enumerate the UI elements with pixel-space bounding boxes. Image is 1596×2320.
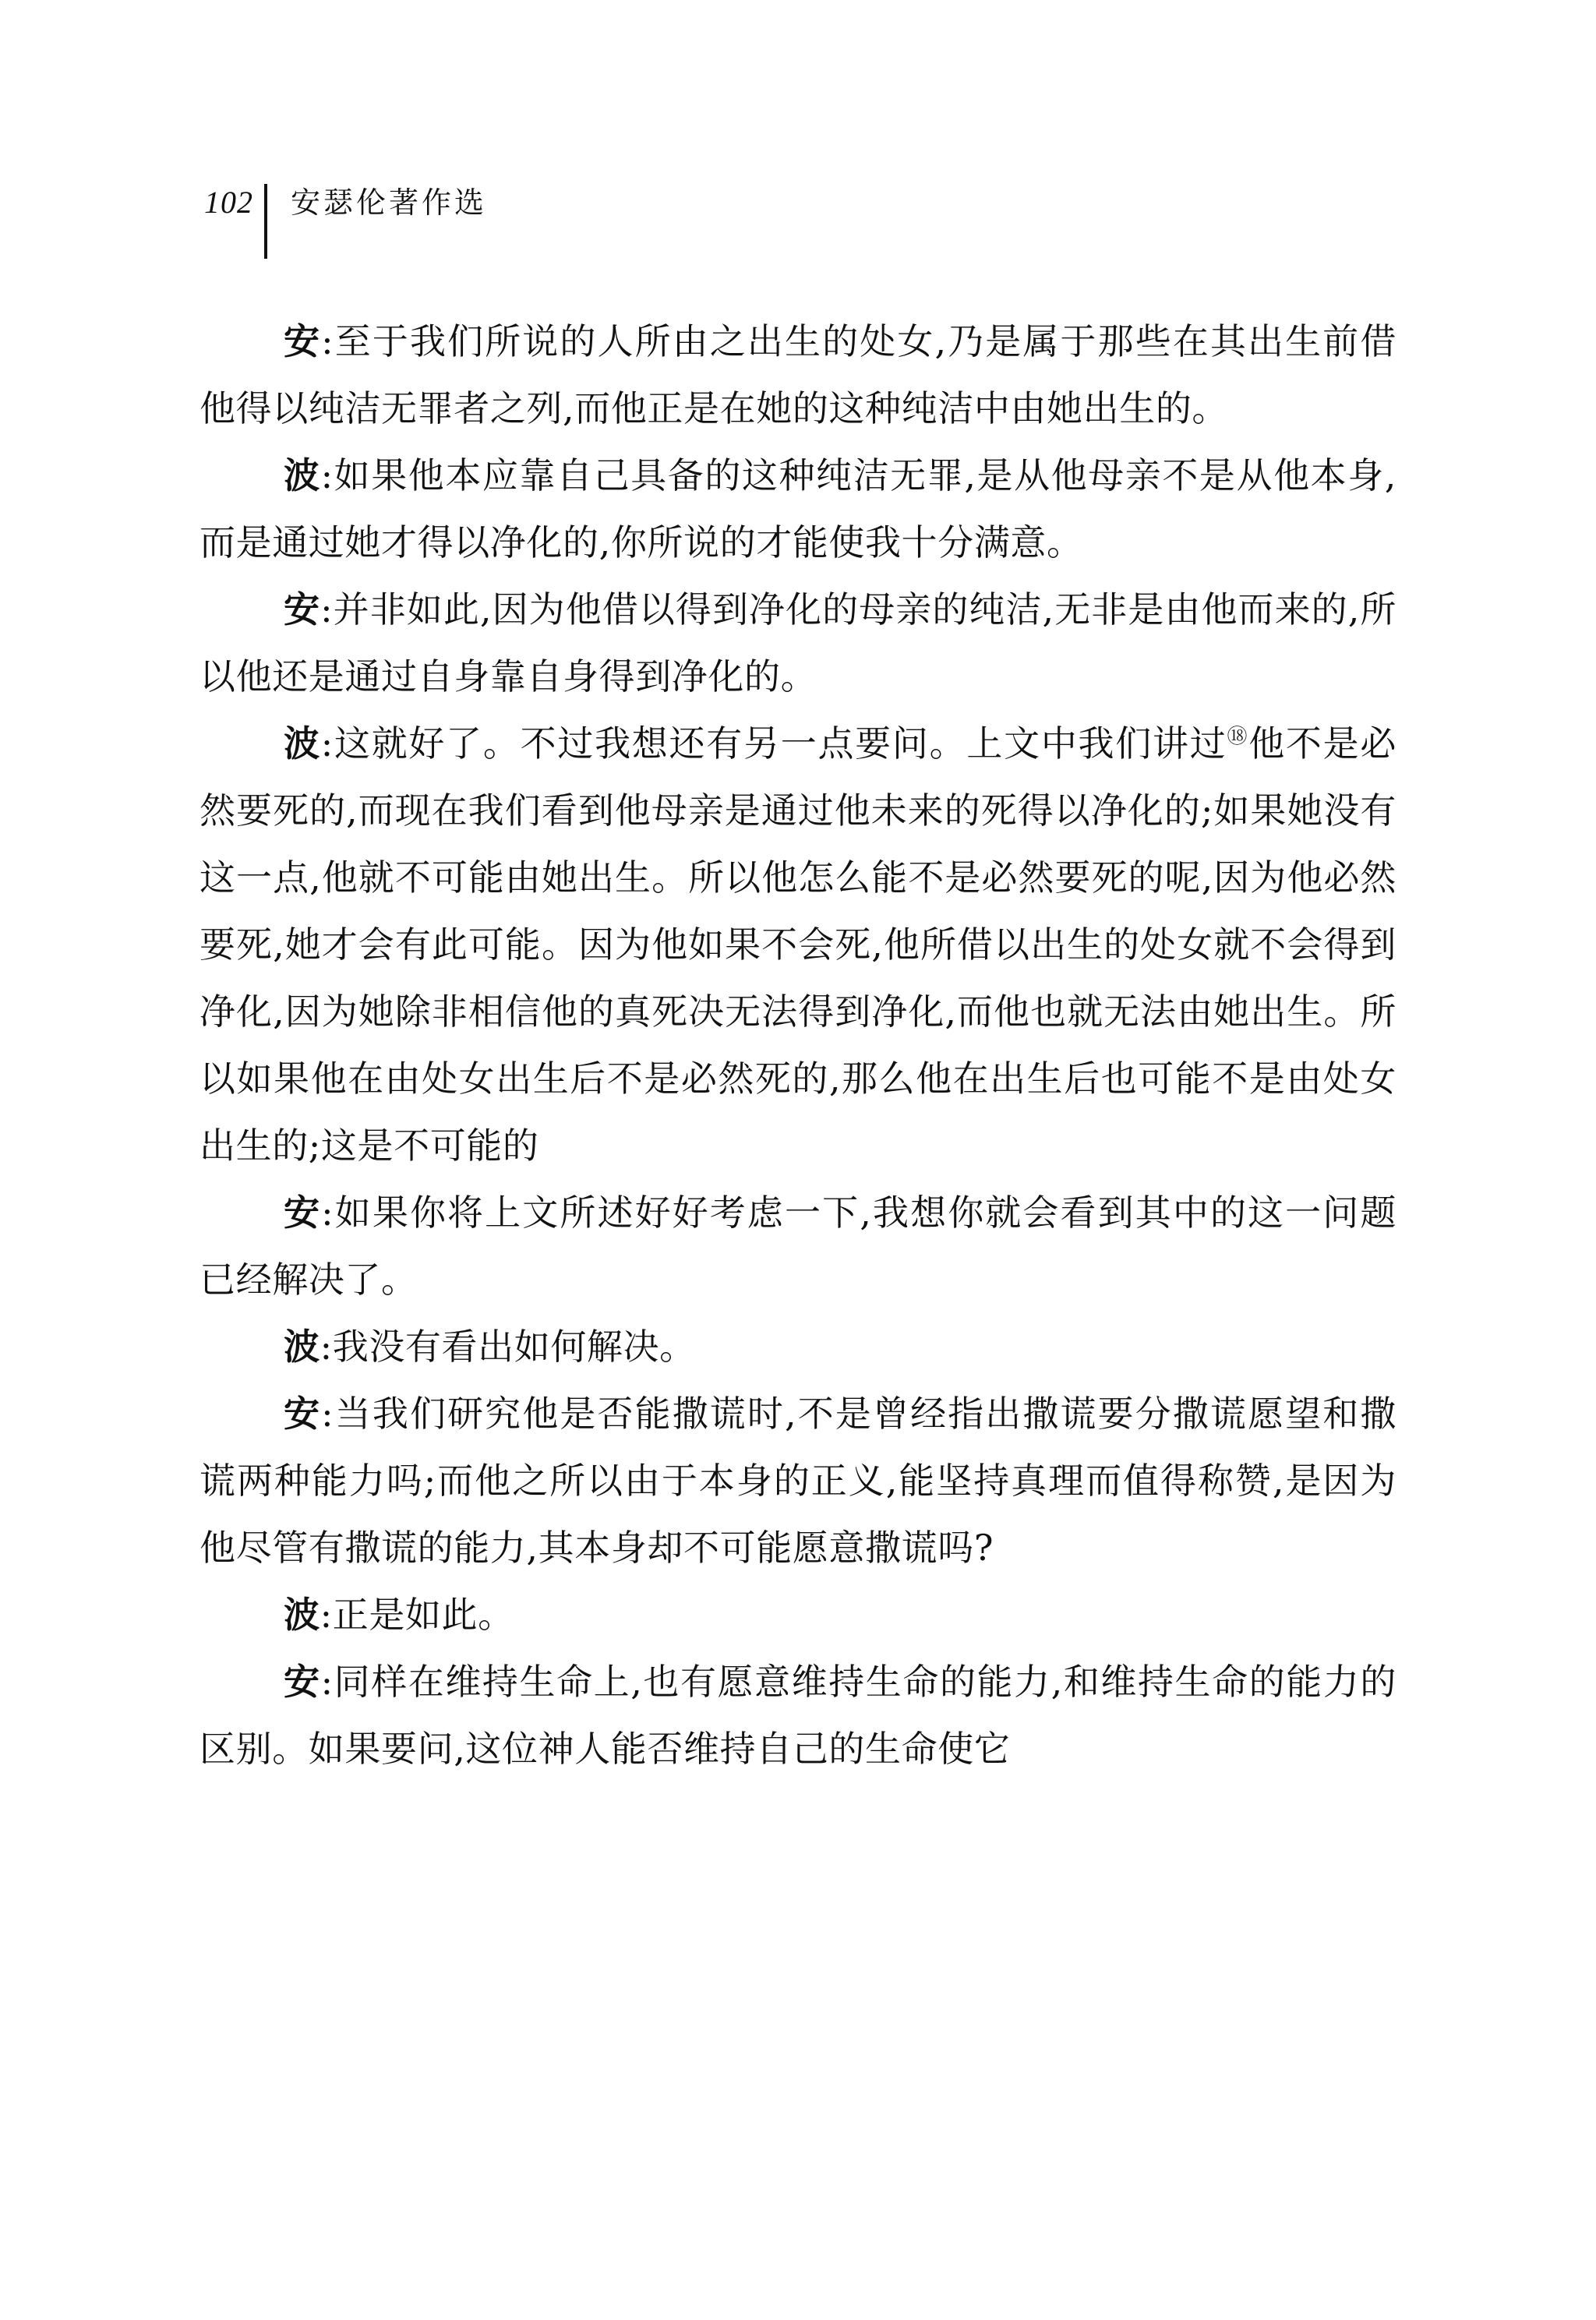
page-number: 102 [204, 185, 253, 220]
speaker-colon: : [321, 1393, 334, 1435]
paragraph-text: 同样在维持生命上,也有愿意维持生命的能力,和维持生命的能力的区别。如果要问,这位神人能否维持自己的生命使它 [200, 1661, 1396, 1770]
header-divider [264, 184, 267, 259]
paragraph-text: 我没有看出如何解决。 [332, 1326, 696, 1368]
dialogue-paragraph [200, 710, 1396, 1179]
speaker-colon: : [321, 320, 334, 362]
dialogue-paragraph [200, 308, 1396, 442]
speaker-colon: : [320, 1326, 333, 1368]
running-header [204, 184, 487, 259]
speaker-colon: : [320, 722, 334, 765]
speaker-colon: : [321, 1192, 334, 1234]
speaker-label: 安 [284, 1393, 322, 1435]
speaker-label: 波 [284, 1594, 320, 1636]
paragraph-text: 如果他本应靠自己具备的这种纯洁无罪,是从他母亲不是从他本身,而是通过她才得以净化的,你所说的才能使我十分满意。 [200, 454, 1396, 563]
paragraph-text: 这就好了。不过我想还有另一点要问。上文中我们讲过 [333, 722, 1227, 765]
dialogue-paragraph [200, 1179, 1396, 1313]
speaker-label: 波 [284, 722, 321, 765]
speaker-label: 波 [284, 1326, 320, 1368]
speaker-colon: : [320, 454, 334, 496]
dialogue-paragraph [200, 1380, 1396, 1581]
paragraph-text-continued: 他不是必然要死的,而现在我们看到他母亲是通过他未来的死得以净化的;如果她没有这一点,他就不可能由她出生。所以他怎么能不是必然要死的呢,因为他必然要死,她才会有此可能。因为他如果不会死,他所借以出生的处女就不会得到净化,因为她除非相信他的真死决无法得到净化,而他也就无法由她出生。所以如果他在由处女出生后不是必然死的,那么他在出生后也可能不是由处女出生的;这是不可能的 [200, 722, 1396, 1167]
dialogue-paragraph [200, 1313, 1396, 1380]
dialogue-paragraph [200, 442, 1396, 576]
speaker-label: 安 [284, 320, 322, 362]
book-title: 安瑟伦著作选 [291, 185, 488, 220]
speaker-colon: : [320, 1661, 334, 1703]
speaker-colon: : [320, 588, 334, 630]
paragraph-text: 至于我们所说的人所由之出生的处女,乃是属于那些在其出生前借他得以纯洁无罪者之列,而他正是在她的这种纯洁中由她出生的。 [200, 320, 1396, 429]
speaker-label: 波 [284, 454, 321, 496]
footnote-reference: ⑱ [1227, 725, 1249, 749]
speaker-label: 安 [284, 1661, 321, 1703]
body-text [200, 308, 1396, 1782]
dialogue-paragraph [200, 1581, 1396, 1648]
speaker-colon: : [320, 1594, 333, 1636]
speaker-label: 安 [284, 1192, 322, 1234]
dialogue-paragraph [200, 1648, 1396, 1782]
paragraph-text: 并非如此,因为他借以得到净化的母亲的纯洁,无非是由他而来的,所以他还是通过自身靠自身得到净化的。 [200, 588, 1397, 697]
paragraph-text: 正是如此。 [332, 1594, 514, 1636]
paragraph-text: 当我们研究他是否能撒谎时,不是曾经指出撒谎要分撒谎愿望和撒谎两种能力吗;而他之所以由于本身的正义,能坚持真理而值得称赞,是因为他尽管有撒谎的能力,其本身却不可能愿意撒谎吗? [200, 1393, 1396, 1569]
speaker-label: 安 [284, 588, 321, 630]
dialogue-paragraph [200, 576, 1396, 710]
paragraph-text: 如果你将上文所述好好考虑一下,我想你就会看到其中的这一问题已经解决了。 [200, 1192, 1396, 1301]
